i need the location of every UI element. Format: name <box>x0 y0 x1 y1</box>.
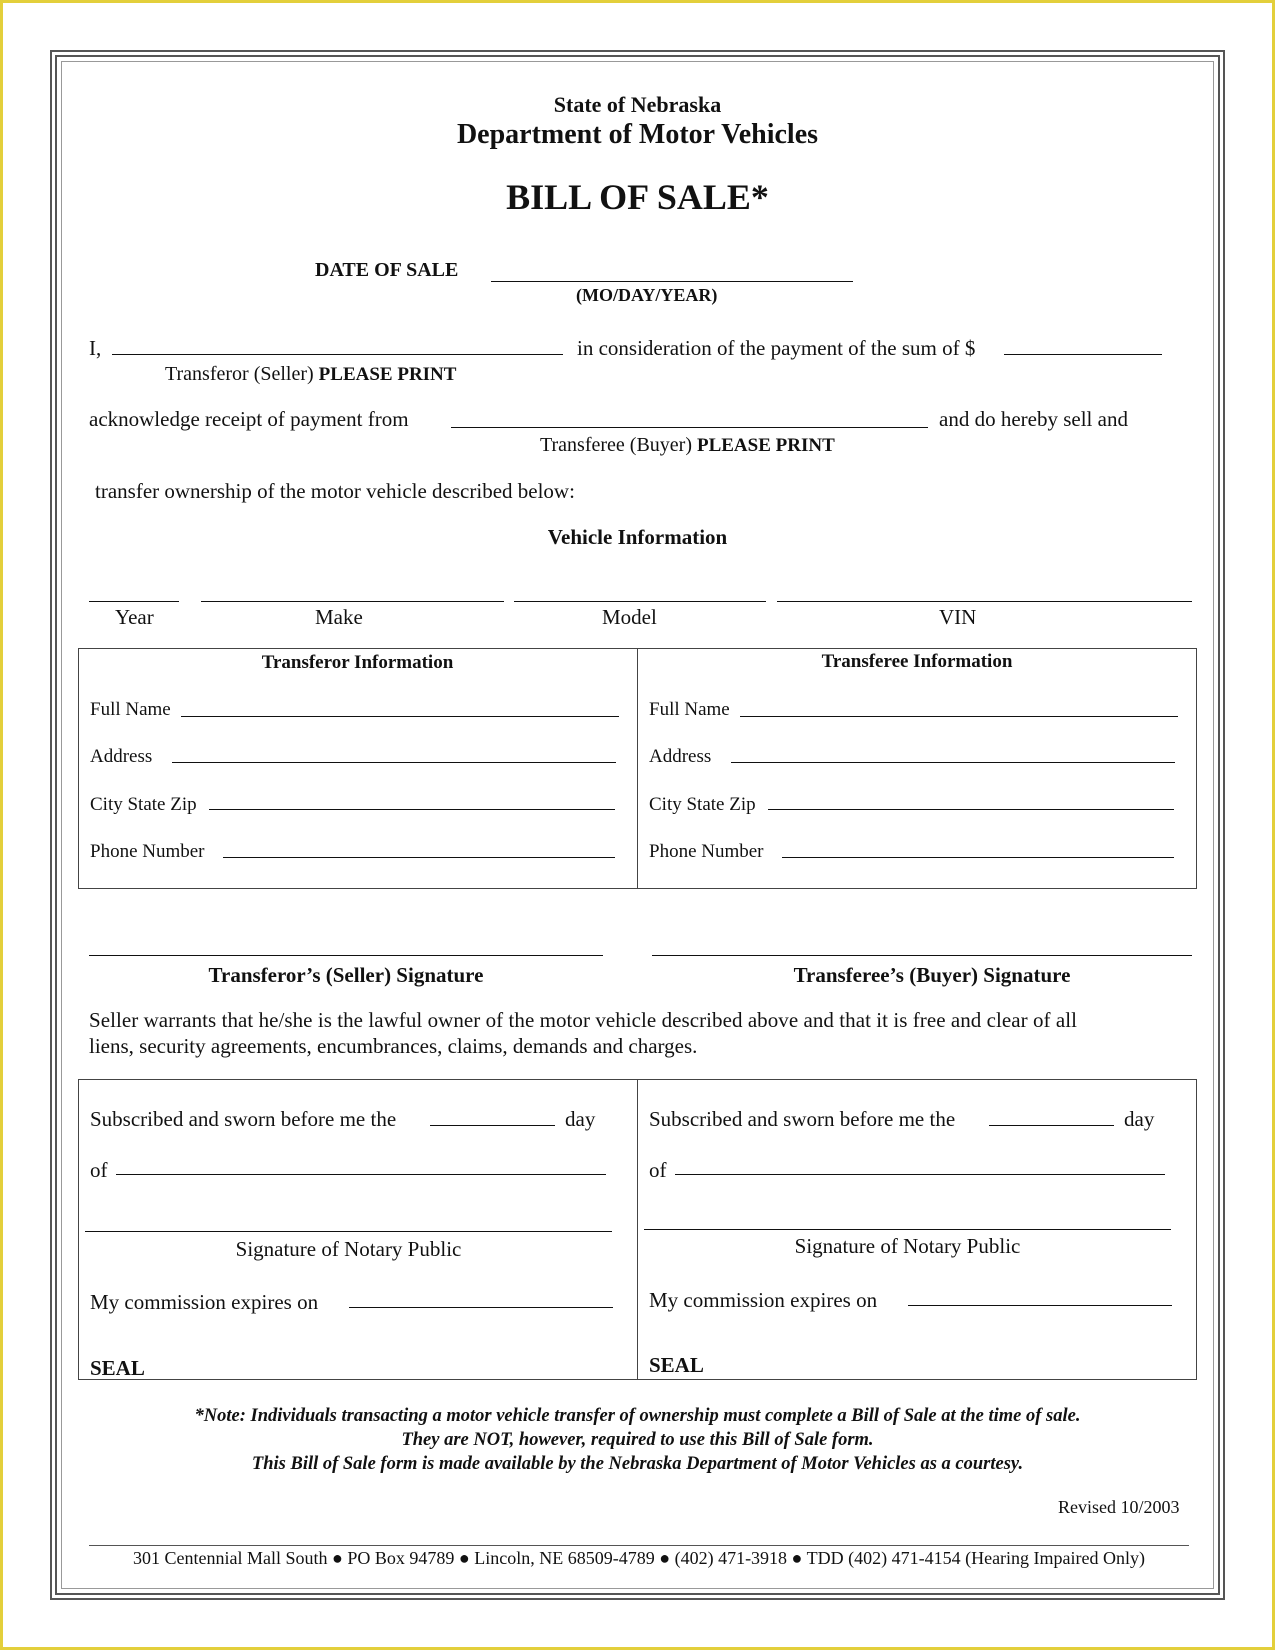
revision-date: Revised 10/2003 <box>1058 1497 1180 1517</box>
transferee-phone-label: Phone Number <box>649 841 764 862</box>
please-print-seller: PLEASE PRINT <box>318 364 457 385</box>
notary-right-day-label: day <box>1124 1107 1155 1131</box>
transferee-name-field[interactable] <box>451 427 928 428</box>
transferor-hint-text: Transferor (Seller) <box>165 363 314 385</box>
vehicle-make-label: Make <box>315 605 363 629</box>
seller-signature-label: Transferor’s (Seller) Signature <box>208 963 484 987</box>
notary-divider <box>637 1079 638 1380</box>
notary-right-of-label: of <box>649 1158 667 1182</box>
vehicle-year-label: Year <box>115 605 154 629</box>
transferor-phone-field[interactable] <box>223 857 615 858</box>
buyer-prefix: acknowledge receipt of payment from <box>89 407 409 431</box>
page-title: BILL OF SALE* <box>506 177 769 217</box>
transferor-info-heading: Transferor Information <box>261 652 454 673</box>
transfer-text: transfer ownership of the motor vehicle described below: <box>95 479 575 503</box>
transferor-hint <box>165 363 456 386</box>
vehicle-year-field[interactable] <box>89 601 179 602</box>
please-print-buyer: PLEASE PRINT <box>696 435 835 456</box>
notary-left-commission-field[interactable] <box>349 1307 613 1308</box>
notary-right-commission-field[interactable] <box>908 1305 1172 1306</box>
transferor-city-label: City State Zip <box>90 794 197 815</box>
seller-signature-field[interactable] <box>89 955 603 956</box>
notary-left-commission-label: My commission expires on <box>90 1290 319 1314</box>
notary-left-sworn: Subscribed and sworn before me the <box>90 1107 397 1131</box>
vehicle-model-field[interactable] <box>514 601 766 602</box>
notary-left-signature-label: Signature of Notary Public <box>235 1237 462 1261</box>
transferee-fullname-label: Full Name <box>649 699 730 720</box>
transferor-fullname-label: Full Name <box>90 699 171 720</box>
notary-left-month-field[interactable] <box>116 1174 606 1175</box>
sale-amount-field[interactable] <box>1004 354 1162 355</box>
transferee-hint-text: Transferee (Buyer) <box>540 434 692 456</box>
transferor-address-field[interactable] <box>172 762 616 763</box>
date-of-sale-label: DATE OF SALE <box>315 259 459 281</box>
notary-left-of-label: of <box>90 1158 108 1182</box>
notary-right-commission-label: My commission expires on <box>649 1288 878 1312</box>
buyer-suffix: and do hereby sell and <box>939 407 1128 431</box>
notary-left-signature-field[interactable] <box>85 1231 612 1232</box>
transferee-address-field[interactable] <box>731 762 1175 763</box>
notary-right-day-field[interactable] <box>989 1125 1114 1126</box>
transferee-address-label: Address <box>649 746 712 767</box>
vehicle-model-label: Model <box>602 605 657 629</box>
transferee-info-heading: Transferee Information <box>821 651 1013 672</box>
footer-rule <box>89 1545 1189 1546</box>
state-heading: State of Nebraska <box>553 92 722 117</box>
party-info-divider <box>637 648 638 889</box>
transferee-city-field[interactable] <box>768 809 1174 810</box>
warranty-line-2: liens, security agreements, encumbrances, claims, demands and charges. <box>89 1034 698 1058</box>
notary-left-seal: SEAL <box>90 1356 145 1380</box>
note-line-3: This Bill of Sale form is made available by the Nebraska Department of Motor Vehicles as a courtesy. <box>251 1454 1024 1474</box>
transferor-name-field[interactable] <box>112 354 563 355</box>
vehicle-vin-field[interactable] <box>777 601 1192 602</box>
transferee-fullname-field[interactable] <box>740 716 1178 717</box>
vehicle-vin-label: VIN <box>939 605 977 629</box>
date-format-hint: (MO/DAY/YEAR) <box>576 285 718 305</box>
notary-right-signature-label: Signature of Notary Public <box>794 1234 1021 1258</box>
notary-right-seal: SEAL <box>649 1353 704 1377</box>
transferor-city-field[interactable] <box>209 809 615 810</box>
transferor-address-label: Address <box>90 746 153 767</box>
buyer-signature-field[interactable] <box>652 955 1192 956</box>
vehicle-make-field[interactable] <box>201 601 504 602</box>
note-line-1: *Note: Individuals transacting a motor vehicle transfer of ownership must complete a Bill of Sale at the time of sale. <box>194 1406 1081 1426</box>
seller-prefix: I, <box>89 336 102 360</box>
transferor-phone-label: Phone Number <box>90 841 205 862</box>
note-line-2: They are NOT, however, required to use this Bill of Sale form. <box>401 1430 874 1450</box>
notary-right-sworn: Subscribed and sworn before me the <box>649 1107 956 1131</box>
transferee-hint <box>540 434 835 457</box>
transferee-city-label: City State Zip <box>649 794 756 815</box>
vehicle-info-heading: Vehicle Information <box>547 525 728 549</box>
notary-right-month-field[interactable] <box>675 1174 1165 1175</box>
date-of-sale-field[interactable] <box>491 281 853 282</box>
footer-address: 301 Centennial Mall South ● PO Box 94789 ● Lincoln, NE 68509-4789 ● (402) 471-3918 ● TDD (402) 471-4154 (Hearing Impaired Only) <box>132 1548 1146 1568</box>
notary-left-day-field[interactable] <box>430 1125 555 1126</box>
notary-right-signature-field[interactable] <box>644 1229 1171 1230</box>
transferee-phone-field[interactable] <box>782 857 1174 858</box>
warranty-line-1: Seller warrants that he/she is the lawful owner of the motor vehicle described above and that it is free and clear of all <box>89 1008 1078 1032</box>
department-heading: Department of Motor Vehicles <box>456 119 819 150</box>
transferor-fullname-field[interactable] <box>181 716 619 717</box>
buyer-signature-label: Transferee’s (Buyer) Signature <box>793 963 1071 987</box>
notary-left-day-label: day <box>565 1107 596 1131</box>
consideration-text: in consideration of the payment of the sum of $ <box>577 336 976 360</box>
